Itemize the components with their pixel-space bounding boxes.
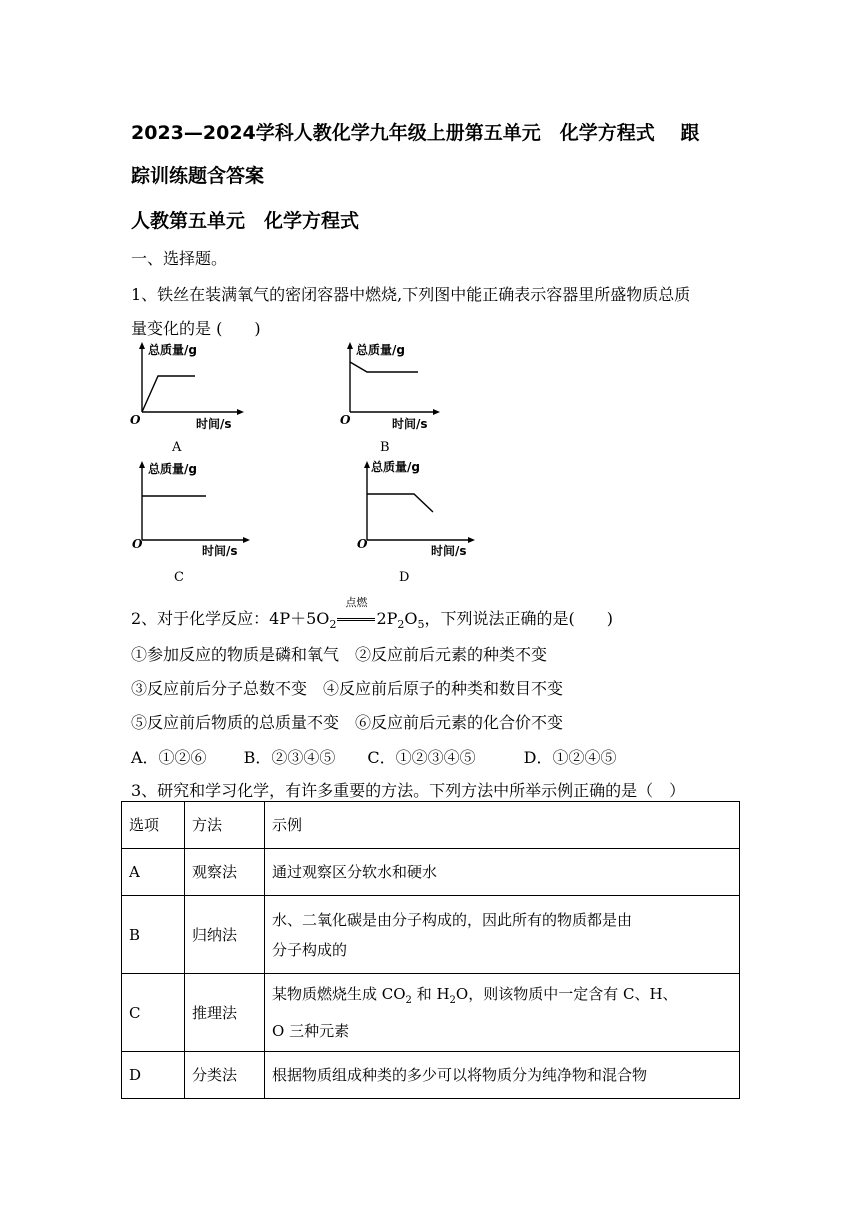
row-c-option: C (122, 974, 185, 1052)
row-c-text-c: O，则该物质中一定含有 C、H、 (455, 985, 678, 1003)
graph-a-origin: O (130, 413, 141, 427)
equation-prefix: 2、对于化学反应：4P＋5O (131, 609, 330, 628)
graph-c-origin: O (132, 537, 143, 551)
row-a-method: 观察法 (185, 849, 265, 896)
row-b-example (265, 896, 740, 974)
row-b-example-line1: 水、二氧化碳是由分子构成的，因此所有的物质都是由 (272, 910, 633, 929)
question-2-stem (131, 596, 614, 632)
graph-d-label: D (399, 570, 410, 585)
equation-o: O (404, 609, 418, 628)
graph-c (128, 456, 258, 586)
question-2-statement-1: ①参加反应的物质是磷和氧气 ②反应前后元素的种类不变 (131, 645, 548, 664)
row-c-text-a: 某物质燃烧生成 CO (272, 985, 406, 1003)
row-a-option: A (122, 849, 185, 896)
row-c-example-line2: O 三种元素 (272, 1022, 350, 1040)
graph-a-ylabel: 总质量/g (148, 343, 197, 357)
graph-b-ylabel: 总质量/g (356, 343, 405, 357)
doc-title-line1: 2023—2024学科人教化学九年级上册第五单元 化学方程式 跟 (131, 122, 700, 144)
graph-d-ylabel: 总质量/g (371, 460, 420, 474)
question-1-line2: 量变化的是 ( ) (131, 319, 261, 338)
equation-product: 2P (376, 609, 398, 628)
graph-a (128, 340, 258, 455)
table-row (122, 896, 740, 974)
row-b-option: B (122, 896, 185, 974)
question-1-line1: 1、铁丝在装满氧气的密闭容器中燃烧,下列图中能正确表示容器里所盛物质总质 (131, 285, 691, 304)
table-row (122, 974, 740, 1052)
p-subscript: 2 (397, 618, 405, 632)
o2-subscript: 2 (329, 618, 337, 632)
row-c-example (265, 974, 740, 1052)
row-c-method: 推理法 (185, 974, 265, 1052)
section-heading: 一、选择题。 (131, 249, 228, 268)
graph-c-xlabel: 时间/s (202, 544, 238, 558)
graph-c-label: C (174, 570, 184, 585)
row-d-option: D (122, 1052, 185, 1099)
header-option: 选项 (122, 802, 185, 849)
o5-subscript: 5 (417, 618, 425, 632)
table-row (122, 1052, 740, 1099)
header-method: 方法 (185, 802, 265, 849)
row-c-sub1: 2 (405, 995, 412, 1006)
row-b-method: 归纳法 (185, 896, 265, 974)
graph-b (336, 340, 466, 455)
row-d-method: 分类法 (185, 1052, 265, 1099)
graph-d-curve (367, 494, 433, 512)
table-row (122, 849, 740, 896)
reaction-arrow (336, 596, 376, 628)
question-2-statement-2: ③反应前后分子总数不变 ④反应前后原子的种类和数目不变 (131, 679, 564, 698)
question-2-options: A．①②⑥ B．②③④⑤ C．①②③④⑤ D．①②④⑤ (131, 748, 617, 767)
reaction-condition: 点燃 (345, 596, 368, 609)
doc-subtitle: 人教第五单元 化学方程式 (131, 210, 360, 232)
graph-d-xlabel: 时间/s (431, 544, 467, 558)
graph-a-xlabel: 时间/s (196, 417, 232, 431)
graph-d (353, 456, 483, 586)
row-b-example-line2: 分子构成的 (272, 940, 348, 959)
table-header-row (122, 802, 740, 849)
row-c-text-b: 和 H (411, 985, 450, 1003)
question-2-suffix: ，下列说法正确的是( ) (424, 609, 614, 628)
question-3-table (121, 801, 740, 1099)
header-example: 示例 (265, 802, 740, 849)
row-c-sub2: 2 (449, 995, 456, 1006)
graph-b-origin: O (340, 413, 351, 427)
question-3-stem: 3、研究和学习化学，有许多重要的方法。下列方法中所举示例正确的是（ ） (131, 781, 686, 800)
graph-d-origin: O (357, 537, 368, 551)
row-a-example: 通过观察区分软水和硬水 (265, 849, 740, 896)
graph-a-curve (142, 376, 195, 412)
graph-a-label: A (172, 440, 182, 455)
graph-c-ylabel: 总质量/g (148, 462, 197, 476)
graph-b-curve (350, 362, 418, 372)
doc-title-line2: 踪训练题含答案 (131, 165, 265, 187)
graph-b-label: B (380, 440, 390, 455)
row-d-example: 根据物质组成种类的多少可以将物质分为纯净物和混合物 (265, 1052, 740, 1099)
graph-b-xlabel: 时间/s (392, 417, 428, 431)
question-2-statement-3: ⑤反应前后物质的总质量不变 ⑥反应前后元素的化合价不变 (131, 713, 564, 732)
